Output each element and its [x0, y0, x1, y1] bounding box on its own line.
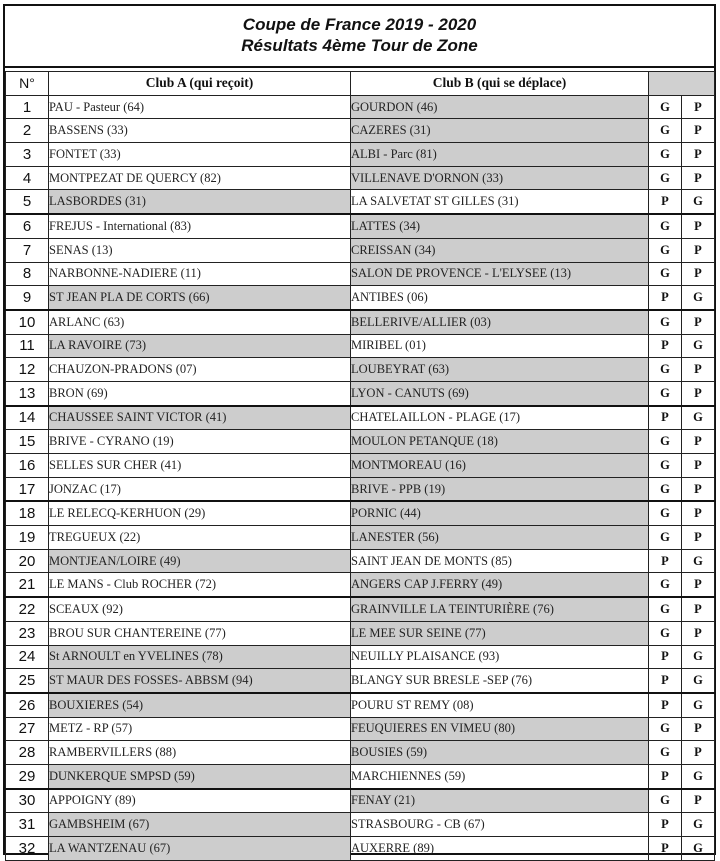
- club-b-cell: POURU ST REMY (08): [351, 693, 649, 717]
- row-number: 16: [6, 454, 49, 478]
- table-row: [6, 430, 715, 454]
- club-b-cell: BELLERIVE/ALLIER (03): [351, 310, 649, 334]
- row-number: 8: [6, 262, 49, 286]
- result-b-cell: G: [682, 764, 715, 788]
- table-row: [6, 310, 715, 334]
- result-a-cell: G: [649, 166, 682, 190]
- table-row: [6, 669, 715, 693]
- club-b-cell: LE MEE SUR SEINE (77): [351, 621, 649, 645]
- row-number: 3: [6, 143, 49, 167]
- club-a-cell: SELLES SUR CHER (41): [49, 454, 351, 478]
- club-b-cell: PORNIC (44): [351, 501, 649, 525]
- result-a-cell: P: [649, 334, 682, 358]
- table-row: [6, 477, 715, 501]
- club-b-cell: BOUSIES (59): [351, 741, 649, 765]
- row-number: 6: [6, 214, 49, 238]
- table-row: [6, 813, 715, 837]
- club-b-cell: LYON - CANUTS (69): [351, 381, 649, 405]
- result-a-cell: G: [649, 95, 682, 119]
- result-b-cell: G: [682, 406, 715, 430]
- table-row: [6, 262, 715, 286]
- table-row: [6, 286, 715, 310]
- results-body: [6, 95, 715, 860]
- club-b-cell: LOUBEYRAT (63): [351, 358, 649, 382]
- result-b-cell: P: [682, 597, 715, 621]
- table-row: [6, 789, 715, 813]
- club-b-cell: VILLENAVE D'ORNON (33): [351, 166, 649, 190]
- row-number: 31: [6, 813, 49, 837]
- result-a-cell: P: [649, 549, 682, 573]
- club-a-cell: BRON (69): [49, 381, 351, 405]
- club-b-cell: LA SALVETAT ST GILLES (31): [351, 190, 649, 214]
- club-b-cell: CHATELAILLON - PLAGE (17): [351, 406, 649, 430]
- club-a-cell: METZ - RP (57): [49, 717, 351, 741]
- row-number: 29: [6, 764, 49, 788]
- result-b-cell: P: [682, 477, 715, 501]
- result-a-cell: G: [649, 717, 682, 741]
- header-number: N°: [6, 72, 49, 96]
- result-b-cell: P: [682, 501, 715, 525]
- result-a-cell: G: [649, 310, 682, 334]
- club-b-cell: FEUQUIERES EN VIMEU (80): [351, 717, 649, 741]
- table-row: [6, 166, 715, 190]
- table-row: [6, 741, 715, 765]
- title-box: [5, 6, 714, 68]
- result-b-cell: P: [682, 454, 715, 478]
- results-sheet: [3, 4, 716, 855]
- table-row: [6, 381, 715, 405]
- row-number: 13: [6, 381, 49, 405]
- table-row: [6, 214, 715, 238]
- club-a-cell: SCEAUX (92): [49, 597, 351, 621]
- row-number: 22: [6, 597, 49, 621]
- result-b-cell: P: [682, 119, 715, 143]
- result-a-cell: G: [649, 214, 682, 238]
- club-a-cell: NARBONNE-NADIERE (11): [49, 262, 351, 286]
- table-row: [6, 597, 715, 621]
- club-a-cell: PAU - Pasteur (64): [49, 95, 351, 119]
- club-b-cell: SALON DE PROVENCE - L'ELYSEE (13): [351, 262, 649, 286]
- result-b-cell: P: [682, 358, 715, 382]
- club-a-cell: St ARNOULT en YVELINES (78): [49, 645, 351, 669]
- result-b-cell: P: [682, 262, 715, 286]
- row-number: 9: [6, 286, 49, 310]
- row-number: 18: [6, 501, 49, 525]
- result-a-cell: P: [649, 693, 682, 717]
- result-a-cell: G: [649, 597, 682, 621]
- table-row: [6, 573, 715, 597]
- result-b-cell: G: [682, 669, 715, 693]
- table-row: [6, 621, 715, 645]
- result-a-cell: P: [649, 286, 682, 310]
- club-a-cell: ARLANC (63): [49, 310, 351, 334]
- result-b-cell: P: [682, 717, 715, 741]
- row-number: 14: [6, 406, 49, 430]
- club-a-cell: BROU SUR CHANTEREINE (77): [49, 621, 351, 645]
- row-number: 11: [6, 334, 49, 358]
- result-b-cell: P: [682, 310, 715, 334]
- result-b-cell: P: [682, 166, 715, 190]
- result-a-cell: G: [649, 143, 682, 167]
- result-b-cell: P: [682, 573, 715, 597]
- result-b-cell: G: [682, 286, 715, 310]
- club-b-cell: AUXERRE (89): [351, 837, 649, 861]
- row-number: 27: [6, 717, 49, 741]
- club-a-cell: ST MAUR DES FOSSES- ABBSM (94): [49, 669, 351, 693]
- result-a-cell: P: [649, 406, 682, 430]
- result-a-cell: P: [649, 190, 682, 214]
- result-a-cell: P: [649, 813, 682, 837]
- result-b-cell: P: [682, 238, 715, 262]
- result-a-cell: G: [649, 119, 682, 143]
- result-b-cell: G: [682, 837, 715, 861]
- club-a-cell: LA WANTZENAU (67): [49, 837, 351, 861]
- club-a-cell: CHAUSSEE SAINT VICTOR (41): [49, 406, 351, 430]
- row-number: 21: [6, 573, 49, 597]
- table-row: [6, 358, 715, 382]
- result-a-cell: P: [649, 837, 682, 861]
- club-a-cell: ST JEAN PLA DE CORTS (66): [49, 286, 351, 310]
- row-number: 19: [6, 526, 49, 550]
- table-row: [6, 764, 715, 788]
- row-number: 1: [6, 95, 49, 119]
- club-b-cell: MONTMOREAU (16): [351, 454, 649, 478]
- table-row: [6, 143, 715, 167]
- row-number: 15: [6, 430, 49, 454]
- result-a-cell: G: [649, 381, 682, 405]
- header-club-a: Club A (qui reçoit): [49, 72, 351, 96]
- club-a-cell: FONTET (33): [49, 143, 351, 167]
- results-table: [5, 71, 715, 861]
- table-row: [6, 334, 715, 358]
- club-a-cell: LASBORDES (31): [49, 190, 351, 214]
- result-a-cell: P: [649, 669, 682, 693]
- table-row: [6, 501, 715, 525]
- table-row: [6, 119, 715, 143]
- result-a-cell: G: [649, 621, 682, 645]
- club-a-cell: RAMBERVILLERS (88): [49, 741, 351, 765]
- result-a-cell: G: [649, 526, 682, 550]
- result-b-cell: P: [682, 430, 715, 454]
- result-b-cell: P: [682, 143, 715, 167]
- club-b-cell: CAZERES (31): [351, 119, 649, 143]
- result-b-cell: G: [682, 693, 715, 717]
- row-number: 10: [6, 310, 49, 334]
- result-a-cell: G: [649, 573, 682, 597]
- club-a-cell: LA RAVOIRE (73): [49, 334, 351, 358]
- club-b-cell: LANESTER (56): [351, 526, 649, 550]
- club-b-cell: ANGERS CAP J.FERRY (49): [351, 573, 649, 597]
- result-b-cell: G: [682, 813, 715, 837]
- club-a-cell: BASSENS (33): [49, 119, 351, 143]
- row-number: 20: [6, 549, 49, 573]
- table-row: [6, 837, 715, 861]
- club-b-cell: ANTIBES (06): [351, 286, 649, 310]
- table-row: [6, 190, 715, 214]
- club-a-cell: BRIVE - CYRANO (19): [49, 430, 351, 454]
- row-number: 24: [6, 645, 49, 669]
- row-number: 2: [6, 119, 49, 143]
- table-row: [6, 95, 715, 119]
- club-a-cell: SENAS (13): [49, 238, 351, 262]
- result-a-cell: G: [649, 501, 682, 525]
- result-b-cell: P: [682, 381, 715, 405]
- row-number: 25: [6, 669, 49, 693]
- table-row: [6, 526, 715, 550]
- result-a-cell: G: [649, 741, 682, 765]
- club-a-cell: BOUXIERES (54): [49, 693, 351, 717]
- club-b-cell: SAINT JEAN DE MONTS (85): [351, 549, 649, 573]
- club-a-cell: APPOIGNY (89): [49, 789, 351, 813]
- title-line-2: Résultats 4ème Tour de Zone: [241, 36, 478, 55]
- result-b-cell: G: [682, 334, 715, 358]
- club-b-cell: MIRIBEL (01): [351, 334, 649, 358]
- table-row: [6, 549, 715, 573]
- result-b-cell: G: [682, 190, 715, 214]
- club-b-cell: STRASBOURG - CB (67): [351, 813, 649, 837]
- result-a-cell: G: [649, 454, 682, 478]
- result-b-cell: P: [682, 214, 715, 238]
- result-a-cell: G: [649, 262, 682, 286]
- club-b-cell: GOURDON (46): [351, 95, 649, 119]
- club-a-cell: MONTJEAN/LOIRE (49): [49, 549, 351, 573]
- result-b-cell: G: [682, 549, 715, 573]
- result-a-cell: G: [649, 477, 682, 501]
- club-a-cell: MONTPEZAT DE QUERCY (82): [49, 166, 351, 190]
- result-b-cell: P: [682, 789, 715, 813]
- club-a-cell: TREGUEUX (22): [49, 526, 351, 550]
- club-b-cell: MARCHIENNES (59): [351, 764, 649, 788]
- club-b-cell: LATTES (34): [351, 214, 649, 238]
- club-a-cell: LE RELECQ-KERHUON (29): [49, 501, 351, 525]
- club-b-cell: BRIVE - PPB (19): [351, 477, 649, 501]
- club-b-cell: GRAINVILLE LA TEINTURIÈRE (76): [351, 597, 649, 621]
- result-b-cell: P: [682, 741, 715, 765]
- row-number: 5: [6, 190, 49, 214]
- result-b-cell: P: [682, 526, 715, 550]
- result-b-cell: P: [682, 95, 715, 119]
- result-b-cell: P: [682, 621, 715, 645]
- club-a-cell: CHAUZON-PRADONS (07): [49, 358, 351, 382]
- club-b-cell: NEUILLY PLAISANCE (93): [351, 645, 649, 669]
- club-b-cell: FENAY (21): [351, 789, 649, 813]
- row-number: 4: [6, 166, 49, 190]
- result-a-cell: P: [649, 764, 682, 788]
- title-line-1: Coupe de France 2019 - 2020: [242, 15, 477, 34]
- result-a-cell: G: [649, 358, 682, 382]
- result-b-cell: G: [682, 645, 715, 669]
- result-a-cell: P: [649, 645, 682, 669]
- club-a-cell: JONZAC (17): [49, 477, 351, 501]
- row-number: 23: [6, 621, 49, 645]
- result-a-cell: G: [649, 789, 682, 813]
- row-number: 17: [6, 477, 49, 501]
- club-a-cell: GAMBSHEIM (67): [49, 813, 351, 837]
- header-result: [649, 72, 715, 96]
- club-a-cell: FREJUS - International (83): [49, 214, 351, 238]
- header-row: [6, 72, 715, 96]
- table-row: [6, 454, 715, 478]
- row-number: 7: [6, 238, 49, 262]
- result-a-cell: G: [649, 238, 682, 262]
- club-b-cell: BLANGY SUR BRESLE -SEP (76): [351, 669, 649, 693]
- table-row: [6, 717, 715, 741]
- row-number: 28: [6, 741, 49, 765]
- result-a-cell: G: [649, 430, 682, 454]
- club-b-cell: MOULON PETANQUE (18): [351, 430, 649, 454]
- row-number: 30: [6, 789, 49, 813]
- header-club-b: Club B (qui se déplace): [351, 72, 649, 96]
- table-row: [6, 406, 715, 430]
- club-a-cell: DUNKERQUE SMPSD (59): [49, 764, 351, 788]
- table-row: [6, 693, 715, 717]
- row-number: 12: [6, 358, 49, 382]
- row-number: 32: [6, 837, 49, 861]
- row-number: 26: [6, 693, 49, 717]
- club-b-cell: CREISSAN (34): [351, 238, 649, 262]
- club-a-cell: LE MANS - Club ROCHER (72): [49, 573, 351, 597]
- table-row: [6, 238, 715, 262]
- club-b-cell: ALBI - Parc (81): [351, 143, 649, 167]
- table-row: [6, 645, 715, 669]
